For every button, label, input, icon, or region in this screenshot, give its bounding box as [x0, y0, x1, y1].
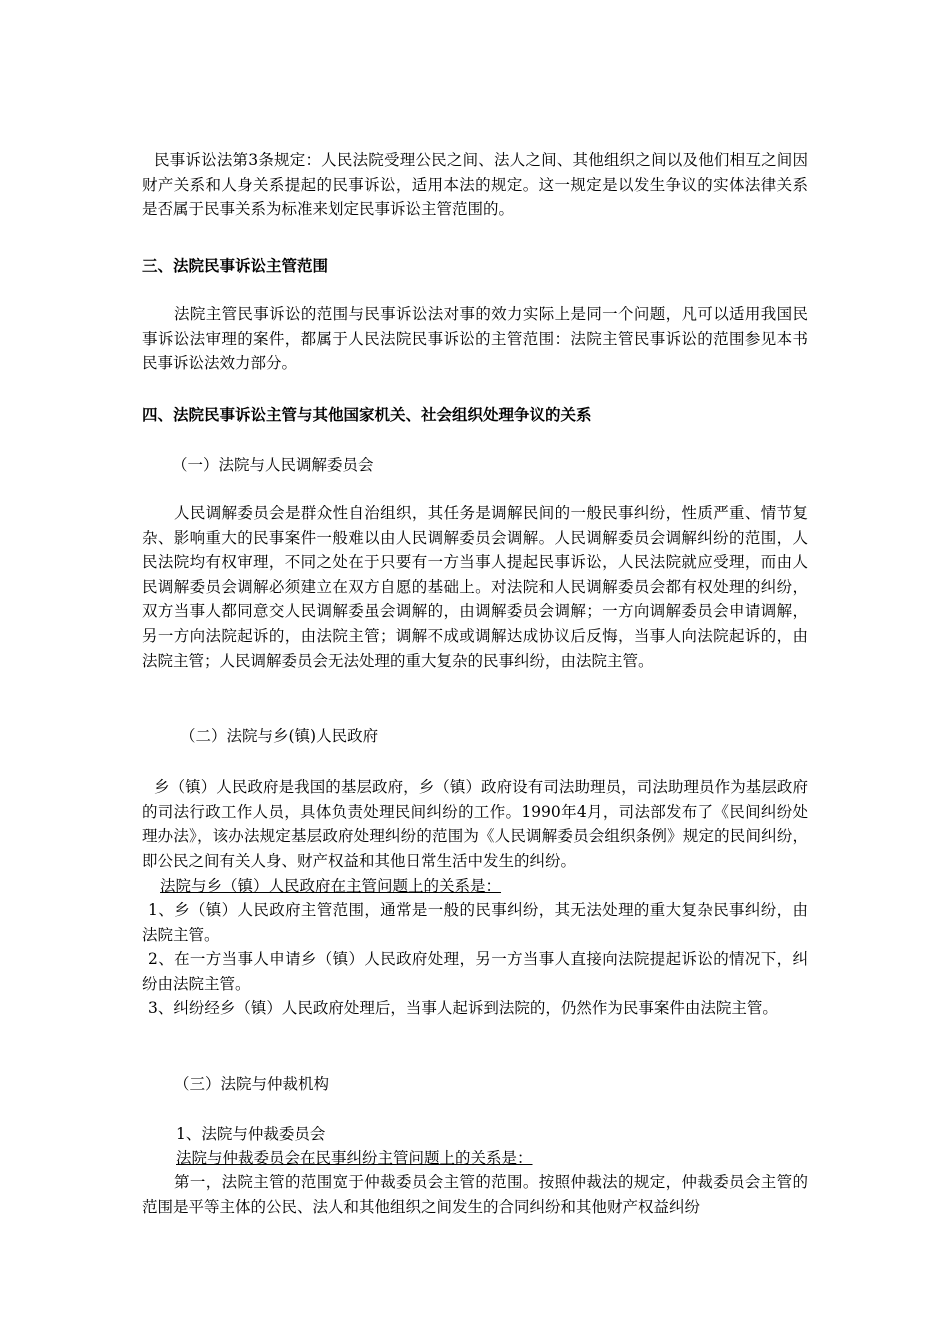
paragraph-township-government: 乡（镇）人民政府是我国的基层政府，乡（镇）政府设有司法助理员，司法助理员作为基层政府的司法行政工作人员，具体负责处理民间纠纷的工作。1990年4月，司法部发布了《民间纠纷处理办法》，该办法规定基层政府处理纠纷的范围为《人民调解委员会组织条例》规定的民间纠纷，即公民之间有关人身、财产权益和其他日常生活中发生的纠纷。 [142, 778, 808, 870]
paragraph-civil-procedure-article-3: 民事诉讼法第3条规定：人民法院受理公民之间、法人之间、其他组织之间以及他们相互之间因财产关系和人身关系提起的民事诉讼，适用本法的规定。这一规定是以发生争议的实体法律关系是否属于民事关系为标准来划定民事诉讼主管范围的。 [142, 151, 808, 219]
subheading-township-government: （二）法院与乡(镇)人民政府 [180, 727, 379, 745]
paragraph-arbitration-first: 第一，法院主管的范围宽于仲裁委员会主管的范围。按照仲裁法的规定，仲裁委员会主管的范围是平等主体的公民、法人和其他组织之间发生的合同纠纷和其他财产权益纠纷 [142, 1173, 808, 1216]
subheading-arbitration-committee: 1、法院与仲裁委员会 [176, 1125, 326, 1143]
list-item-2: 2、在一方当事人申请乡（镇）人民政府处理，另一方当事人直接向法院提起诉讼的情况下，纠纷由法院主管。 [142, 950, 808, 993]
list-item-1: 1、乡（镇）人民政府主管范围，通常是一般的民事纠纷，其无法处理的重大复杂民事纠纷，由法院主管。 [142, 901, 808, 944]
underlined-relation-township: 法院与乡（镇）人民政府在主管问题上的关系是： [160, 877, 502, 895]
list-item-3: 3、纠纷经乡（镇）人民政府处理后，当事人起诉到法院的，仍然作为民事案件由法院主管。 [148, 999, 778, 1017]
subheading-arbitration: （三）法院与仲裁机构 [174, 1075, 330, 1093]
heading-section-3: 三、法院民事诉讼主管范围 [142, 256, 329, 275]
paragraph-court-scope: 法院主管民事诉讼的范围与民事诉讼法对事的效力实际上是同一个问题，凡可以适用我国民事诉讼法审理的案件，都属于人民法院民事诉讼的主管范围：法院主管民事诉讼的范围参见本书民事诉讼法效力部分。 [142, 305, 808, 373]
paragraph-mediation-committee: 人民调解委员会是群众性自治组织，其任务是调解民间的一般民事纠纷，性质严重、情节复杂、影响重大的民事案件一般难以由人民调解委员会调解。人民调解委员会调解纠纷的范围，人民法院均有权审理，不同之处在于只要有一方当事人提起民事诉讼，人民法院就应受理，而由人民调解委员会调解必须建立在双方自愿的基础上。对法院和人民调解委员会都有权处理的纠纷，双方当事人都同意交人民调解委虽会调解的，由调解委员会调解；一方向调解委员会申请调解，另一方向法院起诉的，由法院主管；调解不成或调解达成协议后反悔，当事人向法院起诉的，由法院主管；人民调解委员会无法处理的重大复杂的民事纠纷，由法院主管。 [142, 504, 808, 670]
underlined-relation-arbitration: 法院与仲裁委员会在民事纠纷主管问题上的关系是： [176, 1149, 533, 1167]
heading-section-4: 四、法院民事诉讼主管与其他国家机关、社会组织处理争议的关系 [142, 405, 592, 424]
subheading-mediation-committee: （一）法院与人民调解委员会 [172, 456, 374, 474]
